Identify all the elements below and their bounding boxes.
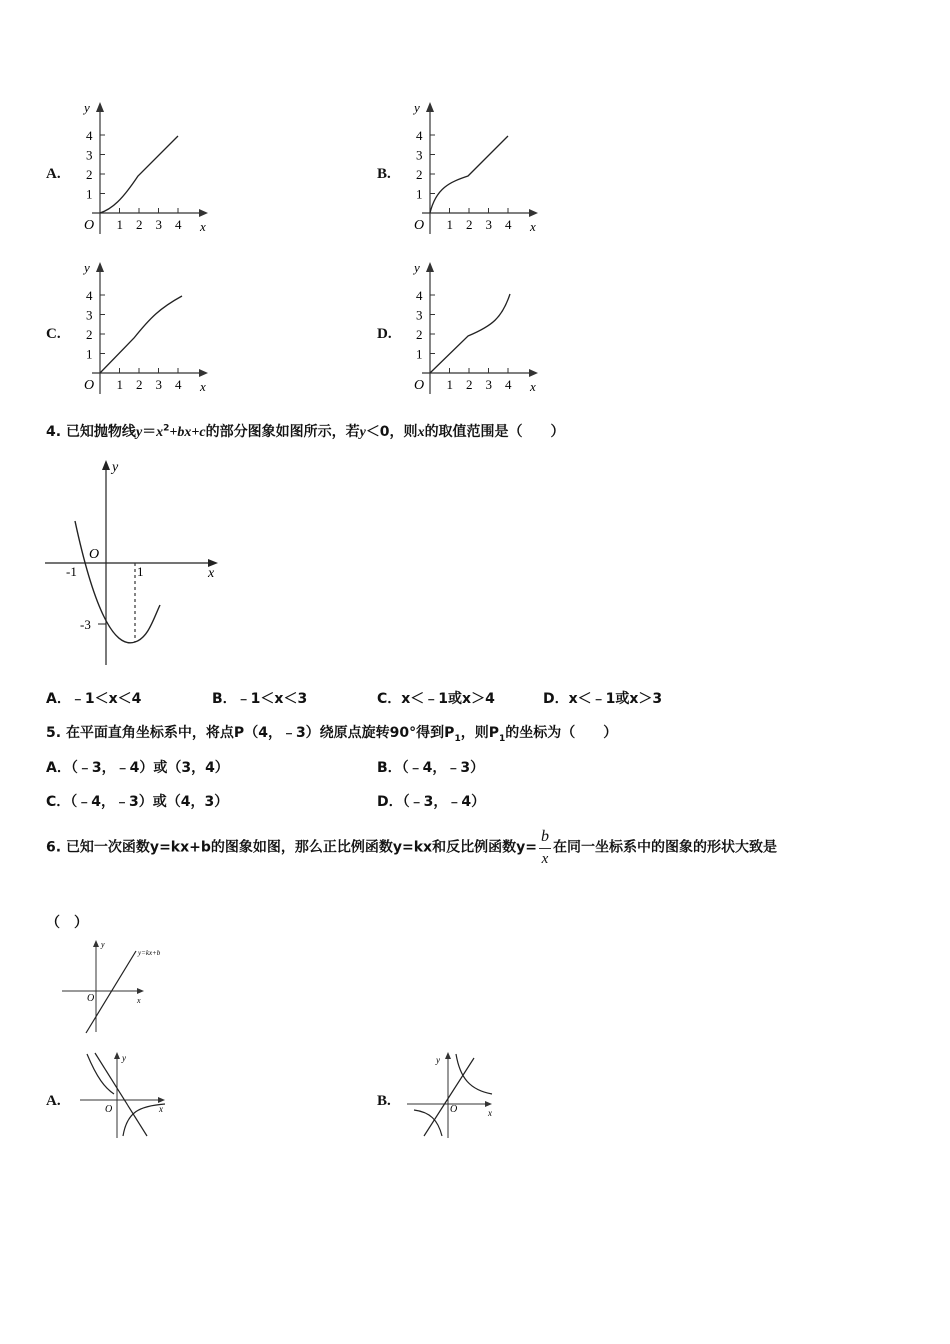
q3b-x-tick-label-1: 1 xyxy=(446,217,453,232)
q3c-x-tick-label-1: 1 xyxy=(116,377,123,392)
q3b-y-tick-label-2: 2 xyxy=(416,167,423,182)
q5-option-d[interactable] xyxy=(377,791,485,811)
q4-stem-cond: ＜0，则 xyxy=(365,424,418,440)
q5-stem-c: 的坐标为（ ） xyxy=(505,725,618,741)
q4-stem-var: x xyxy=(417,425,425,440)
q4-stem xyxy=(46,421,565,441)
q3d-function-curve xyxy=(430,294,510,373)
q4-option-b[interactable] xyxy=(212,688,307,708)
q3d-y-label: y xyxy=(414,260,420,275)
q5-option-a[interactable] xyxy=(46,757,229,777)
q3c-y-tick-label-1: 1 xyxy=(86,346,93,362)
q3d-x-label: x xyxy=(530,379,536,394)
q5-option-b-text: （﹣4，﹣3） xyxy=(401,760,485,776)
q6b-x-arrow xyxy=(485,1101,492,1107)
q3d-y-tick-label-2: 2 xyxy=(416,327,423,342)
q6b-y-label: y xyxy=(436,1055,440,1065)
q6-fraction xyxy=(539,826,551,869)
q3a-y-label: y xyxy=(84,100,90,115)
q3-option-d-label[interactable]: D. xyxy=(377,326,392,342)
q6-y-label: y xyxy=(101,940,105,949)
q6b-proportional-line xyxy=(424,1058,474,1136)
q3d-origin-label: O xyxy=(414,378,425,393)
q4-option-a[interactable] xyxy=(46,688,141,708)
q4-option-b-text: ﹣1＜x＜3 xyxy=(236,691,308,707)
q3a-origin-label: O xyxy=(84,218,95,233)
q5-option-c-text: （﹣4，﹣3）或（4，3） xyxy=(70,794,229,810)
q3b-x-label: x xyxy=(530,219,536,234)
q6-stem xyxy=(46,826,777,869)
q3d-y-arrow xyxy=(426,262,434,272)
q3-graph-d xyxy=(402,256,547,401)
q6a-y-arrow xyxy=(114,1052,120,1059)
q4-formula-y: y xyxy=(135,425,143,440)
q3b-x-tick-label-3: 3 xyxy=(485,217,492,232)
q5-option-c-label: C． xyxy=(46,794,71,810)
q6-line-label: y=kx+b xyxy=(138,949,161,957)
q6a-y-label: y xyxy=(122,1053,126,1063)
q6-frac-den: x xyxy=(541,851,549,867)
q4-option-a-label: A． xyxy=(46,691,71,707)
q4-label-1: 1 xyxy=(137,564,144,579)
q4-formula-sup: 2 xyxy=(163,423,170,434)
q3d-x-tick-label-4: 4 xyxy=(505,377,512,392)
q5-option-b-label: B． xyxy=(377,760,402,776)
q5-stem xyxy=(46,722,617,744)
q4-label-neg1: -1 xyxy=(66,564,77,579)
q4-x-label: x xyxy=(208,566,215,581)
q4-y-label: y xyxy=(112,460,119,475)
q4-option-d-label: D． xyxy=(543,691,569,707)
q3c-x-arrow xyxy=(199,369,208,377)
q6b-hyperbola-branch-1 xyxy=(456,1054,492,1094)
q6a-origin-label: O xyxy=(105,1104,113,1115)
q4-option-d-text: x＜﹣1或x＞3 xyxy=(568,691,663,707)
q5-stem-a: 在平面直角坐标系中，将点P（4，﹣3）绕原点旋转90°得到P xyxy=(65,725,455,741)
q4-formula-eq: ＝ xyxy=(142,424,157,440)
q3a-y-tick-label-2: 2 xyxy=(86,167,93,182)
q6a-x-arrow xyxy=(158,1097,165,1103)
q4-parabola-graph xyxy=(40,455,230,670)
q4-formula-x: x xyxy=(156,425,164,440)
q3a-x-arrow xyxy=(199,209,208,217)
q3d-x-tick-label-2: 2 xyxy=(466,377,473,392)
q3b-y-tick-label-4: 4 xyxy=(416,128,423,143)
q3d-y-tick-label-3: 3 xyxy=(416,307,423,323)
q6-option-b-label[interactable]: B. xyxy=(377,1093,391,1109)
q6-option-a-graph xyxy=(75,1048,175,1140)
q6-number: 6. xyxy=(46,839,62,856)
q3b-function-curve xyxy=(430,136,508,213)
q4-option-b-label: B． xyxy=(212,691,237,707)
q6-linear-line xyxy=(86,951,136,1033)
q6-origin-label: O xyxy=(87,993,95,1004)
q4-label-neg3: -3 xyxy=(80,617,91,632)
q6-stem-b: 在同一坐标系中的图象的形状大致是 xyxy=(552,839,777,856)
q3a-y-tick-label-4: 4 xyxy=(86,128,93,143)
q3a-y-tick-label-1: 1 xyxy=(86,186,93,202)
q3d-y-tick-label-4: 4 xyxy=(416,288,423,303)
q3b-x-tick-label-2: 2 xyxy=(466,217,473,232)
q6a-x-label: x xyxy=(159,1104,163,1114)
q3d-y-tick-label-1: 1 xyxy=(416,346,423,362)
q3a-x-tick-label-4: 4 xyxy=(175,217,182,232)
q4-option-a-text: ﹣1＜x＜4 xyxy=(70,691,142,707)
q6-option-b-graph xyxy=(402,1048,502,1140)
q6b-y-arrow xyxy=(445,1052,451,1059)
q3c-y-arrow xyxy=(96,262,104,272)
q3-option-a-label[interactable]: A. xyxy=(46,166,61,182)
q5-option-d-label: D． xyxy=(377,794,403,810)
q3-option-b-label[interactable]: B. xyxy=(377,166,391,182)
q5-number: 5. xyxy=(46,725,62,741)
q5-stem-b: ，则P xyxy=(460,725,499,741)
q4-stem-c: 的取值范围是（ ） xyxy=(424,424,565,440)
q3d-x-tick-label-3: 3 xyxy=(485,377,492,392)
q3b-y-tick-label-1: 1 xyxy=(416,186,423,202)
q4-number: 4. xyxy=(46,424,62,440)
q5-option-c[interactable] xyxy=(46,791,228,811)
q4-origin-label: O xyxy=(89,547,100,562)
q4-stem-b: 的部分图象如图所示，若 xyxy=(205,424,360,440)
q3c-x-tick-label-4: 4 xyxy=(175,377,182,392)
q5-option-a-label: A． xyxy=(46,760,71,776)
q6b-origin-label: O xyxy=(450,1104,458,1115)
q3d-x-arrow xyxy=(529,369,538,377)
q3a-x-tick-label-2: 2 xyxy=(136,217,143,232)
q3c-y-tick-label-3: 3 xyxy=(86,307,93,323)
q3c-x-tick-label-3: 3 xyxy=(155,377,162,392)
q3a-y-arrow xyxy=(96,102,104,112)
q5-sub1: 1 xyxy=(454,733,461,744)
q3-graph-a xyxy=(72,96,217,241)
q3b-y-label: y xyxy=(414,100,420,115)
q3c-origin-label: O xyxy=(84,378,95,393)
q3c-y-tick-label-2: 2 xyxy=(86,327,93,342)
q5-option-b[interactable] xyxy=(377,757,484,777)
q6-paren: （ ） xyxy=(46,915,88,931)
q3a-x-tick-label-3: 3 xyxy=(155,217,162,232)
q4-option-d[interactable] xyxy=(543,688,662,708)
q3b-x-arrow xyxy=(529,209,538,217)
q4-option-c[interactable] xyxy=(377,688,495,708)
q3c-function-curve xyxy=(100,296,182,373)
q4-formula-rest: +bx+c xyxy=(169,425,206,440)
q3b-y-tick-label-3: 3 xyxy=(416,147,423,163)
q4-option-c-text: x＜﹣1或x＞4 xyxy=(401,691,495,707)
q3b-origin-label: O xyxy=(414,218,425,233)
q3c-y-tick-label-4: 4 xyxy=(86,288,93,303)
q4-stem-a: 已知抛物线 xyxy=(65,424,136,440)
q5-option-d-text: （﹣3，﹣4） xyxy=(402,794,486,810)
q3b-y-arrow xyxy=(426,102,434,112)
q3-graph-c xyxy=(72,256,217,401)
q5-sub2: 1 xyxy=(498,733,506,744)
q3-graph-b xyxy=(402,96,547,241)
q6-stem-a: 已知一次函数y=kx+b的图象如图，那么正比例函数y=kx和反比例函数y= xyxy=(65,839,537,856)
q4-cond-y: y xyxy=(359,425,366,440)
q6-linear-graph xyxy=(58,935,173,1035)
q4-option-c-label: C． xyxy=(377,691,402,707)
q6-option-a-label[interactable]: A. xyxy=(46,1093,61,1109)
q5-option-a-text: （﹣3，﹣4）或（3，4） xyxy=(70,760,229,776)
q6-x-arrow xyxy=(137,988,144,994)
q3c-x-tick-label-2: 2 xyxy=(136,377,143,392)
q3-option-c-label[interactable]: C. xyxy=(46,326,61,342)
q3a-x-label: x xyxy=(200,219,206,234)
q3c-y-label: y xyxy=(84,260,90,275)
q3a-function-curve xyxy=(100,136,178,213)
q3b-x-tick-label-4: 4 xyxy=(505,217,512,232)
q6-x-label: x xyxy=(137,996,141,1005)
q3d-x-tick-label-1: 1 xyxy=(446,377,453,392)
q6a-proportional-line xyxy=(95,1053,147,1136)
q6-frac-num: b xyxy=(539,826,551,849)
q6a-hyperbola-branch-1 xyxy=(87,1054,114,1094)
q3c-x-label: x xyxy=(200,379,206,394)
q6b-x-label: x xyxy=(488,1108,492,1118)
q4-y-arrow xyxy=(102,460,110,470)
q3a-y-tick-label-3: 3 xyxy=(86,147,93,163)
q6-y-arrow xyxy=(93,940,99,947)
q3a-x-tick-label-1: 1 xyxy=(116,217,123,232)
